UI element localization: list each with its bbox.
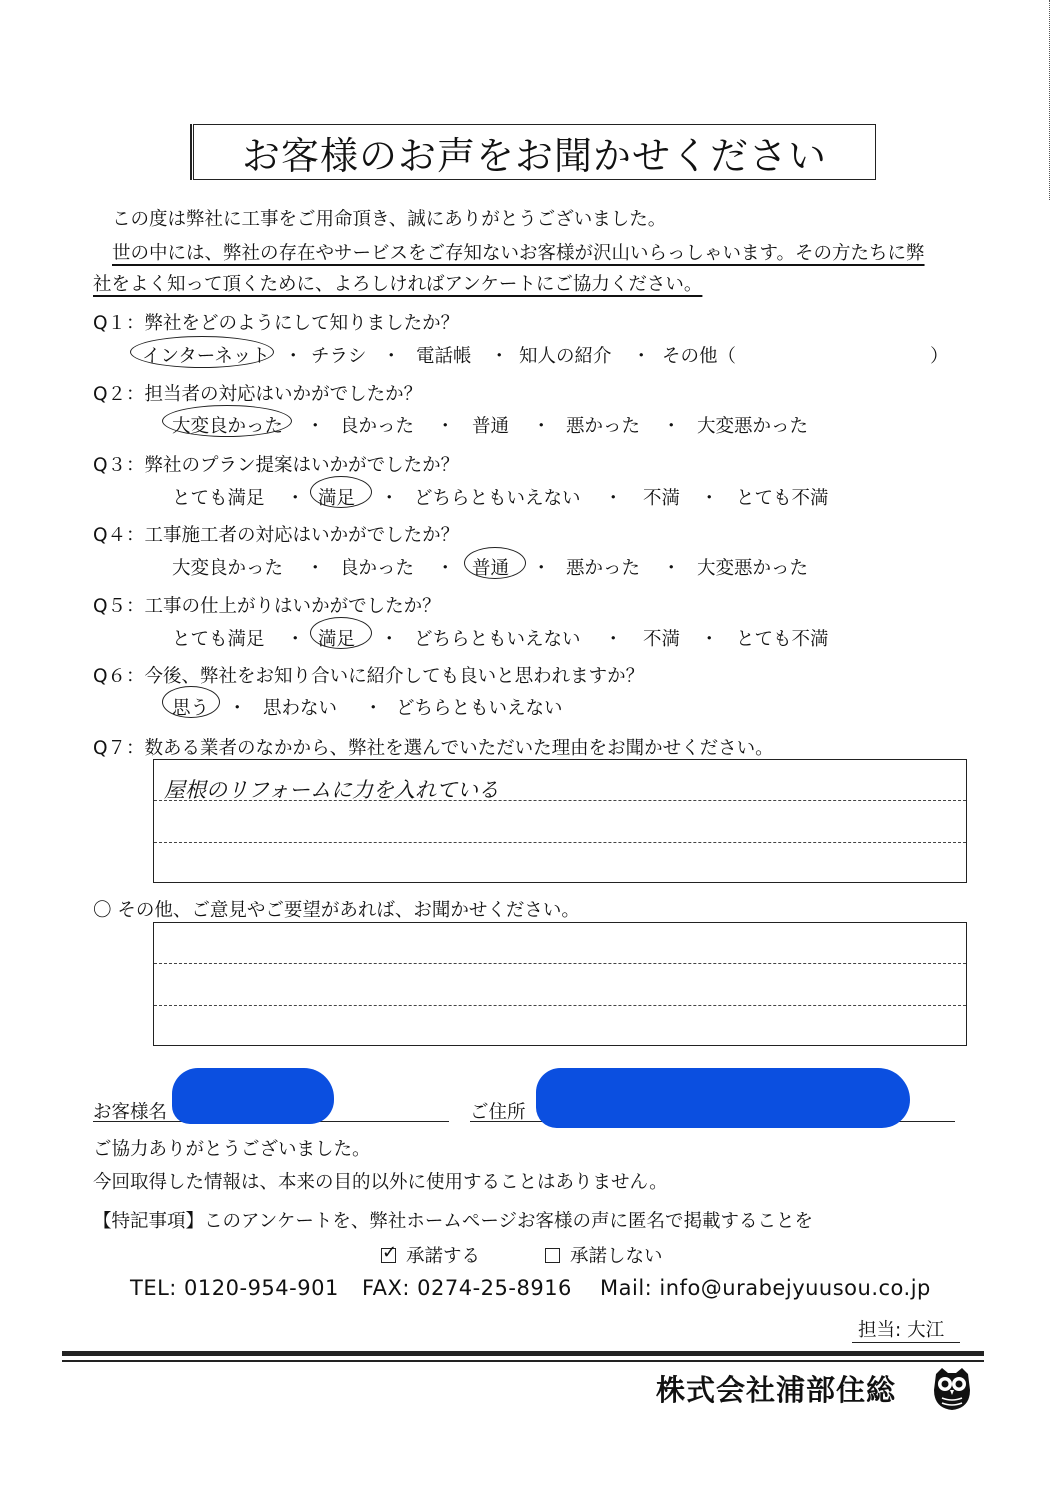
q4-option[interactable]: 悪かった	[566, 558, 641, 579]
separator: ・	[490, 346, 509, 367]
special-note-text: 【特記事項】このアンケートを、弊社ホームページお客様の声に匿名で掲載することを	[93, 1211, 814, 1232]
q4-selected-circle	[464, 547, 526, 579]
question-4: Q４：工事施工者の対応はいかがでしたか？	[93, 525, 460, 546]
consent-disagree[interactable]	[545, 1242, 663, 1268]
separator: ・	[364, 698, 383, 719]
staff-underline	[852, 1342, 960, 1343]
q1-option[interactable]: 電話帳	[416, 346, 472, 367]
q3-selected-circle	[310, 476, 372, 508]
q1-option[interactable]: インターネット	[142, 346, 270, 367]
separator: ・	[284, 346, 303, 367]
q7-answer-box[interactable]	[153, 759, 967, 883]
separator: ・	[700, 488, 719, 509]
q4-option[interactable]: 大変良かった	[172, 558, 284, 579]
other-comments-label: 〇 その他、ご意見やご要望があれば、お聞かせください。	[93, 900, 580, 921]
footer-rule-thin	[62, 1360, 984, 1362]
dashed-line	[154, 1005, 966, 1006]
disagree-checkbox[interactable]	[545, 1248, 560, 1263]
question-3: Q３：弊社のプラン提案はいかがでしたか？	[93, 455, 460, 476]
company-name: 株式会社浦部住総	[656, 1373, 897, 1407]
q6-option[interactable]: どちらともいえない	[396, 698, 563, 719]
q5-option[interactable]: とても不満	[736, 629, 829, 650]
other-comments-box[interactable]	[153, 922, 967, 1046]
owl-icon	[930, 1366, 974, 1412]
separator: ・	[286, 629, 305, 650]
customer-name-label: お客様名	[93, 1102, 168, 1123]
question-2: Q２：担当者の対応はいかがでしたか？	[93, 384, 423, 405]
separator: ・	[662, 558, 681, 579]
scan-edge-artifact	[1049, 0, 1052, 200]
contact-fax: FAX: 0274-25-8916	[362, 1276, 572, 1300]
q3-option[interactable]: 満足	[318, 488, 356, 509]
q5-option[interactable]: とても満足	[172, 629, 265, 650]
q3-option[interactable]: とても満足	[172, 488, 265, 509]
separator: ・	[382, 346, 401, 367]
q5-selected-circle	[310, 617, 372, 649]
separator: ・	[700, 629, 719, 650]
q1-option[interactable]: チラシ	[311, 346, 367, 367]
q2-selected-circle	[162, 405, 292, 437]
separator: ・	[380, 629, 399, 650]
separator: ・	[632, 346, 651, 367]
q4-option[interactable]: 大変悪かった	[697, 558, 809, 579]
separator: ・	[286, 488, 305, 509]
address-label: ご住所	[470, 1102, 526, 1123]
separator: ・	[380, 488, 399, 509]
dashed-line	[154, 842, 966, 843]
q5-option[interactable]: 満足	[318, 629, 356, 650]
separator: ・	[532, 558, 551, 579]
redacted-address	[536, 1068, 910, 1128]
contact-tel: TEL: 0120-954-901	[130, 1276, 339, 1300]
question-7: Q７：数ある業者のなかから、弊社を選んでいただいた理由をお聞かせください。	[93, 738, 774, 759]
separator: ・	[228, 698, 247, 719]
consent-agree[interactable]	[381, 1242, 480, 1268]
separator: ・	[604, 488, 623, 509]
question-5: Q５：工事の仕上がりはいかがでしたか？	[93, 596, 441, 617]
contact-mail[interactable]: Mail: info@urabejyuusou.co.jp	[600, 1276, 931, 1300]
intro-line-2: 世の中には、弊社の存在やサービスをご存知ないお客様が沢山いらっしゃいます。その方たちに弊	[112, 243, 925, 264]
q4-option[interactable]: 良かった	[340, 558, 415, 579]
q2-option[interactable]: 悪かった	[566, 416, 641, 437]
q3-option[interactable]: 不満	[643, 488, 681, 509]
separator: ・	[436, 416, 455, 437]
separator: ・	[306, 416, 325, 437]
q1-option[interactable]: その他（	[662, 346, 737, 367]
footer-rule-thick	[62, 1351, 984, 1356]
privacy-text: 今回取得した情報は、本来の目的以外に使用することはありません。	[93, 1172, 668, 1193]
agree-checkbox[interactable]	[381, 1248, 396, 1263]
q2-option[interactable]: 普通	[472, 416, 510, 437]
dashed-line	[154, 963, 966, 964]
thanks-text: ご協力ありがとうございました。	[93, 1139, 371, 1160]
q6-option[interactable]: 思う	[172, 698, 210, 719]
q7-handwritten-answer: 屋根のリフォームに力を入れている	[164, 778, 499, 802]
consent-agree-label: 承諾する	[406, 1246, 481, 1267]
intro-line-1: この度は弊社に工事をご用命頂き、誠にありがとうございました。	[112, 209, 667, 230]
q6-selected-circle	[162, 686, 220, 718]
separator: ・	[604, 629, 623, 650]
separator: ・	[532, 416, 551, 437]
q3-option[interactable]: どちらともいえない	[414, 488, 581, 509]
separator: ・	[662, 416, 681, 437]
page-title: お客様のお声をお聞かせください	[193, 124, 876, 180]
q4-option[interactable]: 普通	[472, 558, 510, 579]
q1-selected-circle	[130, 336, 274, 368]
redacted-name	[172, 1068, 334, 1124]
question-1: Q１：弊社をどのようにして知りましたか？	[93, 313, 460, 334]
q1-option-close: ）	[930, 346, 949, 367]
intro-line-3: 社をよく知って頂くために、よろしければアンケートにご協力ください。	[93, 274, 703, 295]
separator: ・	[306, 558, 325, 579]
consent-disagree-label: 承諾しない	[570, 1246, 663, 1267]
q3-option[interactable]: とても不満	[736, 488, 829, 509]
question-6: Q６：今後、弊社をお知り合いに紹介しても良いと思われますか？	[93, 666, 645, 687]
q6-option[interactable]: 思わない	[263, 698, 338, 719]
q1-option[interactable]: 知人の紹介	[519, 346, 612, 367]
q2-option[interactable]: 大変悪かった	[697, 416, 809, 437]
q5-option[interactable]: 不満	[643, 629, 681, 650]
separator: ・	[436, 558, 455, 579]
q2-option[interactable]: 良かった	[340, 416, 415, 437]
staff-label: 担当: 大江	[858, 1320, 945, 1341]
q5-option[interactable]: どちらともいえない	[414, 629, 581, 650]
q2-option[interactable]: 大変良かった	[172, 416, 284, 437]
